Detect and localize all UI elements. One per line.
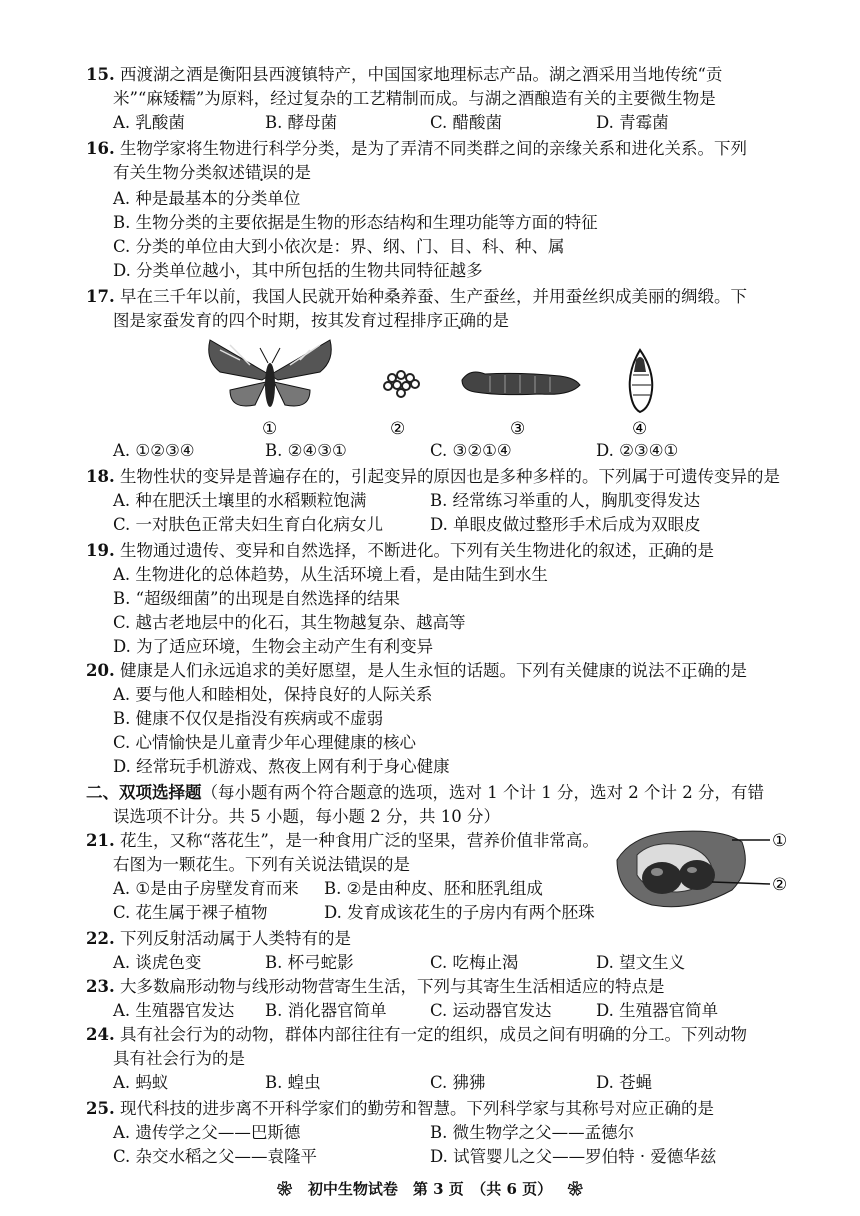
section-2-heading: 二、双项选择题（每小题有两个符合题意的选项，选对 1 个计 1 分，选对 2 个计 2 分，有错 <box>86 783 764 802</box>
q20-option-d: D. 经常玩手机游戏、熬夜上网有利于身心健康 <box>113 757 450 776</box>
page-footer <box>0 1179 860 1199</box>
question-18-line-1: 18. 生物性状的变异是普遍存在的，引起变异的原因也是多种多样的。下列属于可遗传变异的是 <box>86 467 780 486</box>
q15-option-c: C. 醋酸菌 <box>430 113 503 132</box>
flower-ornament-icon: ❀ <box>277 1180 293 1198</box>
q24-option-b: B. 蝗虫 <box>265 1073 321 1092</box>
peanut-figure <box>612 820 802 920</box>
q25-option-c: C. 杂交水稻之父——袁隆平 <box>113 1147 318 1166</box>
q22-option-c: C. 吃梅止渴 <box>430 953 519 972</box>
question-17-line-2: 图是家蚕发育的四个时期，按其发育过程排序正确的是 <box>113 311 509 330</box>
fig-label-3: ③ <box>510 419 526 438</box>
q22-option-a: A. 谈虎色变 <box>113 953 202 972</box>
peanut-icon <box>617 831 745 907</box>
q19-option-d: D. 为了适应环境，生物会主动产生有利变异 <box>113 637 434 656</box>
question-15-line-2: 米”“麻矮糯”为原料，经过复杂的工艺精制而成。与湖之酒酿造有关的主要微生物是 <box>113 89 716 108</box>
q22-option-b: B. 杯弓蛇影 <box>265 953 354 972</box>
question-21-line-2: 右图为一颗花生。下列有关说法错误的是 <box>113 855 410 874</box>
q18-option-c: C. 一对肤色正常夫妇生育白化病女儿 <box>113 515 384 534</box>
peanut-label-1: ① <box>772 831 788 851</box>
footer-text: 初中生物试卷 第 3 页 （共 6 页） <box>307 1180 553 1198</box>
q22-option-d: D. 望文生义 <box>596 953 686 972</box>
fig-label-4: ④ <box>632 419 648 438</box>
q17-option-b: B. ②④③① <box>265 441 347 460</box>
fig-label-1: ① <box>262 419 278 438</box>
q21-option-a: A. ①是由子房壁发育而来 <box>113 879 299 898</box>
question-25-line-1: 25. 现代科技的进步离不开科学家们的勤劳和智慧。下列科学家与其称号对应正确的是 <box>86 1099 714 1118</box>
q16-option-a: A. 种是最基本的分类单位 <box>113 189 301 208</box>
q16-option-c: C. 分类的单位由大到小依次是：界、纲、门、目、科、种、属 <box>113 237 565 256</box>
q21-option-c: C. 花生属于裸子植物 <box>113 903 268 922</box>
q17-option-a: A. ①②③④ <box>113 441 195 460</box>
flower-ornament-icon: ❀ <box>567 1180 583 1198</box>
q18-option-d: D. 单眼皮做过整形手术后成为双眼皮 <box>430 515 701 534</box>
peanut-label-2: ② <box>772 875 788 895</box>
moth-icon <box>209 340 332 407</box>
pupa-icon <box>630 350 653 412</box>
q19-option-b: B. “超级细菌”的出现是自然选择的结果 <box>113 589 400 608</box>
silkworm-stages-figure <box>200 330 670 438</box>
q23-option-b: B. 消化器官简单 <box>265 1001 387 1020</box>
question-17-line-1: 17. 早在三千年以前，我国人民就开始种桑养蚕、生产蚕丝，并用蚕丝织成美丽的绸缎。下 <box>86 287 747 306</box>
question-15-line-1: 15. 西渡湖之酒是衡阳县西渡镇特产，中国国家地理标志产品。湖之酒采用当地传统“贡 <box>86 65 723 84</box>
question-16-line-1: 16. 生物学家将生物进行科学分类，是为了弄清不同类群之间的亲缘关系和进化关系。下列 <box>86 139 747 158</box>
question-19-line-1: 19. 生物通过遗传、变异和自然选择，不断进化。下列有关生物进化的叙述，正确的是 <box>86 541 714 560</box>
emphasis-dots: 错误 <box>245 163 278 182</box>
q15-option-a: A. 乳酸菌 <box>113 113 185 132</box>
q15-option-b: B. 酵母菌 <box>265 113 338 132</box>
q24-option-d: D. 苍蝇 <box>596 1073 653 1092</box>
question-21-line-1: 21. 花生，又称“落花生”，是一种食用广泛的坚果，营养价值非常高。 <box>86 831 599 850</box>
q23-option-d: D. 生殖器官简单 <box>596 1001 719 1020</box>
q23-option-a: A. 生殖器官发达 <box>113 1001 235 1020</box>
eggs-icon <box>384 371 419 397</box>
q20-option-b: B. 健康不仅仅是指没有疾病或不虚弱 <box>113 709 384 728</box>
q25-option-d: D. 试管婴儿之父——罗伯特 · 爱德华兹 <box>430 1147 717 1166</box>
q24-option-a: A. 蚂蚁 <box>113 1073 169 1092</box>
q19-option-c: C. 越古老地层中的化石，其生物越复杂、越高等 <box>113 613 466 632</box>
question-23-line-1: 23. 大多数扁形动物与线形动物营寄生生活，下列与其寄生生活相适应的特点是 <box>86 977 665 996</box>
q21-option-b: B. ②是由种皮、胚和胚乳组成 <box>324 879 543 898</box>
q20-option-a: A. 要与他人和睦相处，保持良好的人际关系 <box>113 685 433 704</box>
section-2-instructions: 误选项不计分。共 5 小题，每小题 2 分，共 10 分） <box>113 807 500 826</box>
q19-option-a: A. 生物进化的总体趋势，从生活环境上看，是由陆生到水生 <box>113 565 548 584</box>
q25-option-b: B. 微生物学之父——孟德尔 <box>430 1123 635 1142</box>
larva-icon <box>462 372 580 395</box>
question-24-line-2: 具有社会行为的是 <box>113 1049 245 1068</box>
question-24-line-1: 24. 具有社会行为的动物，群体内部往往有一定的组织，成员之间有明确的分工。下列动物 <box>86 1025 747 1044</box>
q18-option-b: B. 经常练习举重的人，胸肌变得发达 <box>430 491 701 510</box>
q20-option-c: C. 心情愉快是儿童青少年心理健康的核心 <box>113 733 417 752</box>
q18-option-a: A. 种在肥沃土壤里的水稻颗粒饱满 <box>113 491 367 510</box>
question-22-line-1: 22. 下列反射活动属于人类特有的是 <box>86 929 351 948</box>
q17-option-c: C. ③②①④ <box>430 441 512 460</box>
q21-option-d: D. 发育成该花生的子房内有两个胚珠 <box>324 903 595 922</box>
q16-option-b: B. 生物分类的主要依据是生物的形态结构和生理功能等方面的特征 <box>113 213 598 232</box>
question-16-line-2: 有关生物分类叙述错误的是 <box>113 163 311 182</box>
q15-option-d: D. 青霉菌 <box>596 113 669 132</box>
q25-option-a: A. 遗传学之父——巴斯德 <box>113 1123 301 1142</box>
q16-option-d: D. 分类单位越小，其中所包括的生物共同特征越多 <box>113 261 483 280</box>
q17-option-d: D. ②③④① <box>596 441 679 460</box>
q23-option-c: C. 运动器官发达 <box>430 1001 552 1020</box>
q24-option-c: C. 狒狒 <box>430 1073 486 1092</box>
question-number: 15. <box>86 65 115 84</box>
fig-label-2: ② <box>390 419 406 438</box>
question-20-line-1: 20. 健康是人们永远追求的美好愿望，是人生永恒的话题。下列有关健康的说法不正确的是 <box>86 661 747 680</box>
